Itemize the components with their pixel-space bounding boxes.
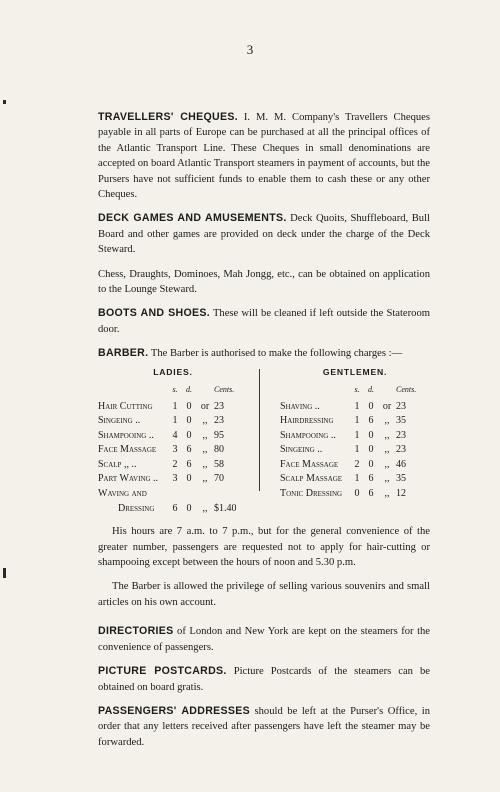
price-cents: 23 [396, 444, 406, 456]
units-spacer [98, 382, 168, 397]
service-name: Waving and [98, 488, 147, 500]
price-separator: ,, [384, 429, 390, 441]
directories-paragraph [98, 624, 430, 655]
price-shillings [168, 487, 182, 502]
price-row [98, 443, 248, 458]
passengers-addresses-paragraph [98, 704, 430, 750]
service-name: Scalp Massage [280, 473, 343, 485]
price-shillings: 4 [172, 429, 178, 441]
price-pence: 6 [368, 415, 374, 427]
unit-shillings: s. [354, 385, 360, 395]
price-row [280, 458, 430, 473]
unit-shillings: s. [172, 385, 178, 395]
price-shillings: 1 [172, 415, 178, 427]
service-name: Singeing .. [280, 444, 323, 456]
section-text: of London and New York are kept on the steamers for the convenience of passengers. [98, 626, 431, 653]
price-row [280, 429, 430, 444]
price-cents: 46 [396, 458, 406, 470]
price-cents: 95 [214, 429, 224, 441]
price-cents: 12 [396, 488, 406, 500]
price-separator: ,, [384, 488, 390, 500]
price-row [98, 502, 248, 517]
price-cents: 70 [214, 473, 224, 485]
price-pence: 0 [186, 400, 192, 412]
service-name: Shaving .. [280, 400, 320, 412]
price-shillings: 2 [354, 458, 360, 470]
price-shillings: 1 [354, 400, 360, 412]
price-cents: 23 [214, 400, 224, 412]
price-pence: 0 [368, 444, 374, 456]
price-pence: 6 [186, 458, 192, 470]
price-shillings: 0 [354, 488, 360, 500]
price-separator: or [382, 400, 392, 412]
deck-games-paragraph-2: Chess, Draughts, Dominoes, Mah Jongg, etc., can be obtained on application to the Lounge Steward. [98, 268, 430, 296]
ladies-price-table [98, 365, 248, 517]
unit-pence: d. [186, 385, 192, 395]
unit-cents: Cents. [214, 385, 235, 395]
price-shillings: 1 [354, 415, 360, 427]
price-shillings: 3 [172, 444, 178, 456]
section-heading: PASSENGERS' ADDRESSES [98, 704, 250, 717]
scan-mark [3, 568, 6, 578]
service-name: Face Massage [98, 444, 157, 456]
boots-shoes-paragraph [98, 306, 430, 337]
price-pence: 6 [368, 473, 374, 485]
price-pence: 6 [186, 444, 192, 456]
price-pence: 0 [368, 458, 374, 470]
price-separator: ,, [202, 415, 208, 427]
price-separator: ,, [384, 444, 390, 456]
price-shillings: 1 [172, 400, 178, 412]
barber-price-tables [98, 365, 430, 517]
price-shillings: 3 [172, 473, 178, 485]
price-shillings: 1 [354, 429, 360, 441]
gentlemen-heading: GENTLEMEN. [322, 366, 388, 377]
price-row [98, 414, 248, 429]
section-heading: BARBER. [98, 347, 149, 360]
scan-mark [3, 100, 6, 104]
units-row [98, 382, 248, 397]
price-pence: 0 [368, 400, 374, 412]
section-text: The Barber is authorised to make the following charges :— [150, 348, 403, 360]
price-cents: 23 [396, 400, 406, 412]
deck-games-paragraph [98, 211, 430, 257]
section-text: should be left at the Purser's Office, in order that any letters received after passengers have left the steamer may be forwarded. [98, 705, 430, 748]
service-name: Singeing .. [98, 415, 141, 427]
service-name: Shampooing .. [280, 429, 336, 441]
price-shillings: 1 [354, 473, 360, 485]
price-pence: 0 [186, 473, 192, 485]
price-separator: ,, [384, 415, 390, 427]
price-row [98, 429, 248, 444]
service-name: Scalp ,, .. [98, 458, 137, 470]
section-heading: BOOTS AND SHOES. [98, 307, 210, 320]
units-spacer [378, 382, 396, 397]
ladies-heading: LADIES. [153, 366, 193, 377]
section-heading: DECK GAMES AND AMUSEMENTS. [98, 212, 287, 225]
price-shillings: 1 [354, 444, 360, 456]
service-name: Part Waving .. [98, 473, 159, 485]
price-separator: ,, [202, 429, 208, 441]
price-cents: 23 [214, 415, 224, 427]
section-text: I. M. M. Company's Travellers Cheques payable in all parts of Europe can be purchased at all the principal offices of the Atlantic Transport Line. These Cheques in small denominations are accepted on board Atlantic Transport steamers in payment of accounts, but the Pursers have not sufficient funds to enable them to cash these or any other Cheques. [98, 112, 431, 201]
price-row [98, 458, 248, 473]
price-shillings: 2 [172, 458, 178, 470]
section-heading: DIRECTORIES [98, 625, 174, 638]
price-pence: 6 [368, 488, 374, 500]
ladies-rows [98, 400, 248, 517]
service-name: Shampooing .. [98, 429, 154, 441]
price-row [280, 443, 430, 458]
service-name: Hair Cutting [98, 400, 153, 412]
service-name: Dressing [118, 502, 155, 514]
price-cents: 35 [396, 473, 406, 485]
price-row [98, 487, 248, 502]
price-cents [214, 487, 244, 502]
price-row [98, 400, 248, 415]
price-row [280, 472, 430, 487]
section-text: Deck Quoits, Shuffleboard, Bull Board and other games are provided on deck under the charge of the Deck Steward. [98, 213, 430, 256]
price-separator: ,, [384, 473, 390, 485]
barber-souvenirs-paragraph: The Barber is allowed the privilege of selling various souvenirs and small articles on his own account. [98, 581, 430, 608]
price-cents: 35 [396, 415, 406, 427]
price-pence: 0 [368, 429, 374, 441]
barber-paragraph [98, 346, 430, 361]
page-number: 3 [246, 42, 254, 57]
price-separator [196, 487, 214, 502]
price-pence [182, 487, 196, 502]
travellers-cheques-paragraph [98, 110, 430, 202]
section-heading: PICTURE POSTCARDS. [98, 665, 227, 678]
price-separator: ,, [202, 444, 208, 456]
barber-hours-paragraph: His hours are 7 a.m. to 7 p.m., but for the general convenience of the greater number, passengers are requested not to apply for hair-cutting or shampooing except between the hours of noon and 5.30 p.m. [98, 526, 430, 569]
unit-pence: d. [368, 385, 374, 395]
units-row [280, 382, 430, 397]
price-separator: ,, [384, 458, 390, 470]
price-separator: ,, [202, 458, 208, 470]
page-body [98, 110, 430, 759]
price-pence: 0 [186, 415, 192, 427]
price-cents: $1.40 [214, 502, 237, 514]
price-row [98, 472, 248, 487]
price-separator: ,, [202, 502, 208, 514]
price-separator: ,, [202, 473, 208, 485]
gentlemen-rows [280, 400, 430, 502]
picture-postcards-paragraph [98, 664, 430, 695]
section-heading: TRAVELLERS' CHEQUES. [98, 111, 238, 123]
price-cents: 58 [214, 458, 224, 470]
table-divider [259, 369, 260, 491]
units-spacer [280, 382, 350, 397]
section-text: These will be cleaned if left outside the Stateroom door. [98, 308, 430, 335]
unit-cents: Cents. [396, 385, 417, 395]
price-pence: 0 [186, 502, 192, 514]
service-name: Hairdressing [280, 415, 334, 427]
price-pence: 0 [186, 429, 192, 441]
service-name: Face Massage [280, 458, 339, 470]
price-row [280, 487, 430, 502]
price-cents: 80 [214, 444, 224, 456]
service-name: Tonic Dressing [280, 488, 343, 500]
gentlemen-price-table [280, 365, 430, 517]
section-text: Picture Postcards of the steamers can be obtained on board gratis. [98, 666, 430, 693]
price-shillings: 6 [172, 502, 178, 514]
price-cents: 23 [396, 429, 406, 441]
price-separator: or [200, 400, 210, 412]
price-row [280, 414, 430, 429]
units-spacer [196, 382, 214, 397]
price-row [280, 400, 430, 415]
